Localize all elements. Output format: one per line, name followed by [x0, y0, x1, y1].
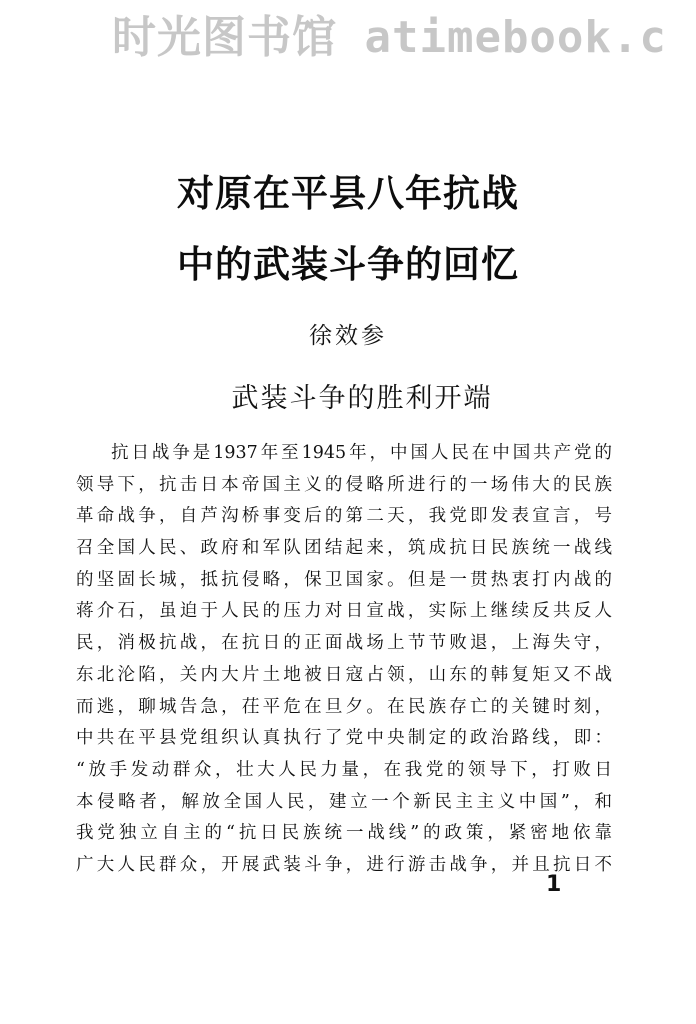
paragraph-line: 而逃，聊城告急，茌平危在旦夕。在民族存亡的关键时刻，: [76, 696, 612, 717]
title-line-2: 中的武装斗争的回忆: [177, 243, 519, 286]
paragraph-line: 召全国人民、政府和军队团结起来，筑成抗日民族统一战线: [76, 538, 612, 559]
paragraph-line: 蒋介石，虽迫于人民的压力对日宣战，实际上继续反共反人: [76, 601, 612, 622]
paragraph-line: 的坚固长城，抵抗侵略，保卫国家。但是一贯热衷打内战的: [76, 569, 612, 590]
paragraph-line: 本侵略者，解放全国人民，建立一个新民主主义中国”，和: [76, 791, 612, 812]
watermark: 时光图书馆 atimebook.c: [112, 12, 667, 63]
paragraph-line: 广大人民群众，开展武装斗争，进行游击战争，并且抗日不: [76, 854, 612, 875]
title-line-1: 对原在平县八年抗战: [177, 172, 519, 215]
paragraph-line: 抗日战争是1937年至1945年，中国人民在中国共产党的: [111, 443, 612, 463]
paragraph-line: 我党独立自主的“抗日民族统一战线”的政策，紧密地依靠: [76, 823, 612, 844]
body-paragraph: [76, 438, 612, 882]
paragraph-line: 革命战争，自芦沟桥事变后的第二天，我党即发表宣言，号: [76, 506, 612, 527]
paragraph-line: 中共在平县党组织认真执行了党中央制定的政治路线，即：: [76, 728, 612, 749]
author: 徐效参: [309, 323, 387, 349]
section-heading: 武装斗争的胜利开端: [231, 383, 493, 414]
paragraph-line: 东北沦陷，关内大片土地被日寇占领，山东的韩复矩又不战: [76, 664, 612, 685]
paragraph-line: 民，消极抗战，在抗日的正面战场上节节败退，上海失守，: [76, 633, 612, 654]
paragraph-line: 领导下，抗击日本帝国主义的侵略所进行的一场伟大的民族: [76, 474, 612, 495]
page-number: 1: [546, 872, 562, 897]
paragraph-line: “放手发动群众，壮大人民力量，在我党的领导下，打败日: [76, 759, 612, 780]
